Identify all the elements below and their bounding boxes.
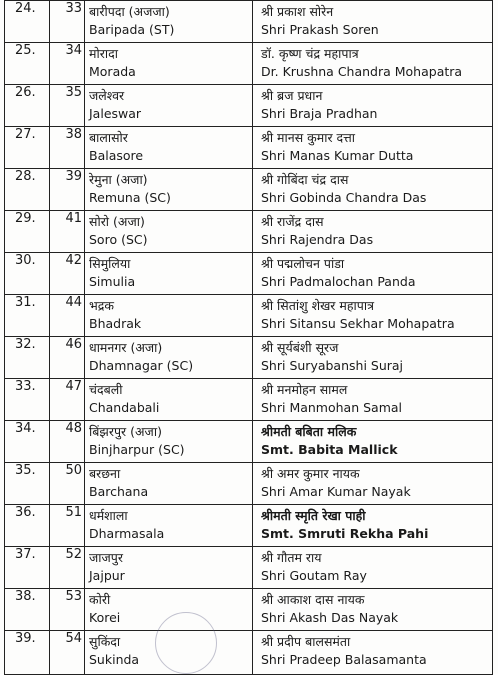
serial-number: 28. — [15, 169, 36, 184]
candidate-name-hindi: श्री ब्रज प्रधान — [261, 88, 323, 103]
serial-number-cell — [5, 211, 50, 253]
constituency-hindi: जलेश्वर — [89, 88, 125, 103]
ac-number-cell — [50, 421, 85, 463]
candidate-name-english: Shri Braja Pradhan — [261, 106, 378, 121]
table-row — [5, 127, 493, 169]
ac-number-cell — [50, 85, 85, 127]
ac-number: 35 — [65, 85, 82, 100]
ac-number-cell — [50, 43, 85, 85]
candidate-name-hindi: श्री राजेंद्र दास — [261, 214, 324, 229]
ac-number-cell — [50, 379, 85, 421]
serial-number: 34. — [15, 421, 36, 436]
candidate-name-cell — [253, 85, 493, 127]
ac-number-cell — [50, 127, 85, 169]
ac-number: 39 — [65, 169, 82, 184]
constituency-english: Jajpur — [89, 568, 125, 583]
candidate-name-cell — [253, 379, 493, 421]
constituency-english: Dharmasala — [89, 526, 165, 541]
constituency-hindi: जाजपुर — [89, 550, 124, 565]
ac-number-cell — [50, 211, 85, 253]
constituency-cell — [85, 43, 253, 85]
serial-number: 26. — [15, 85, 36, 100]
constituency-english: Dhamnagar (SC) — [89, 358, 194, 373]
candidate-name-hindi: श्री मनमोहन सामल — [261, 382, 348, 397]
constituency-cell — [85, 1, 253, 43]
ac-number: 38 — [65, 127, 82, 142]
table-row — [5, 505, 493, 547]
serial-number-cell — [5, 505, 50, 547]
table-row — [5, 589, 493, 631]
table-row — [5, 337, 493, 379]
candidate-name-cell — [253, 463, 493, 505]
serial-number-cell — [5, 1, 50, 43]
constituency-cell — [85, 379, 253, 421]
ac-number: 46 — [65, 337, 82, 352]
candidate-name-hindi: श्री अमर कुमार नायक — [261, 466, 360, 481]
candidate-name-cell — [253, 337, 493, 379]
constituency-english: Soro (SC) — [89, 232, 148, 247]
candidate-name-english: Shri Padmalochan Panda — [261, 274, 416, 289]
ac-number: 52 — [65, 547, 82, 562]
candidate-name-cell — [253, 1, 493, 43]
constituency-hindi: सिमुलिया — [89, 256, 131, 271]
ac-number: 50 — [65, 463, 82, 478]
constituency-english: Chandabali — [89, 400, 160, 415]
candidate-name-hindi: श्री पद्मलोचन पांडा — [261, 256, 345, 271]
table-row — [5, 169, 493, 211]
constituency-cell — [85, 169, 253, 211]
ac-number: 34 — [65, 43, 82, 58]
constituency-english: Baripada (ST) — [89, 22, 175, 37]
constituency-english: Simulia — [89, 274, 136, 289]
table-row — [5, 631, 493, 675]
candidate-name-cell — [253, 253, 493, 295]
candidate-name-cell — [253, 295, 493, 337]
candidate-name-english: Shri Pradeep Balasamanta — [261, 652, 427, 667]
candidate-table — [4, 0, 493, 675]
candidate-name-cell — [253, 211, 493, 253]
serial-number-cell — [5, 43, 50, 85]
constituency-cell — [85, 463, 253, 505]
candidate-name-hindi: श्री सितांशु शेखर महापात्र — [261, 298, 374, 313]
constituency-cell — [85, 589, 253, 631]
serial-number: 38. — [15, 589, 36, 604]
candidate-name-cell — [253, 421, 493, 463]
candidate-name-hindi: श्रीमती स्मृति रेखा पाही — [261, 508, 366, 523]
table-row — [5, 43, 493, 85]
table-row — [5, 547, 493, 589]
ac-number: 44 — [65, 295, 82, 310]
ac-number: 33 — [65, 1, 82, 16]
constituency-hindi: रेमुना (अजा) — [89, 172, 148, 187]
table-row — [5, 379, 493, 421]
serial-number: 36. — [15, 505, 36, 520]
candidate-name-hindi: श्री गौतम राय — [261, 550, 322, 565]
constituency-hindi: सोरो (अजा) — [89, 214, 145, 229]
ac-number-cell — [50, 253, 85, 295]
constituency-english: Sukinda — [89, 652, 140, 667]
constituency-cell — [85, 127, 253, 169]
constituency-hindi: बिंझरपुर (अजा) — [89, 424, 162, 439]
constituency-hindi: मोरादा — [89, 46, 118, 61]
constituency-cell — [85, 85, 253, 127]
candidate-name-hindi: श्री प्रदीप बालसमंता — [261, 634, 351, 649]
ac-number: 42 — [65, 253, 82, 268]
serial-number-cell — [5, 463, 50, 505]
serial-number: 30. — [15, 253, 36, 268]
candidate-name-hindi: श्री मानस कुमार दत्ता — [261, 130, 356, 145]
serial-number-cell — [5, 295, 50, 337]
serial-number: 35. — [15, 463, 36, 478]
candidate-name-cell — [253, 505, 493, 547]
constituency-hindi: कोरी — [89, 592, 111, 607]
serial-number: 33. — [15, 379, 36, 394]
ac-number-cell — [50, 295, 85, 337]
serial-number-cell — [5, 547, 50, 589]
candidate-name-hindi: डॉ. कृष्ण चंद्र महापात्र — [261, 46, 359, 61]
serial-number-cell — [5, 127, 50, 169]
constituency-hindi: बरछना — [89, 466, 121, 481]
serial-number-cell — [5, 589, 50, 631]
serial-number-cell — [5, 253, 50, 295]
serial-number-cell — [5, 421, 50, 463]
candidate-name-english: Shri Akash Das Nayak — [261, 610, 399, 625]
serial-number-cell — [5, 379, 50, 421]
ac-number-cell — [50, 169, 85, 211]
ac-number-cell — [50, 589, 85, 631]
serial-number: 32. — [15, 337, 36, 352]
serial-number: 39. — [15, 631, 36, 646]
candidate-name-cell — [253, 169, 493, 211]
constituency-cell — [85, 505, 253, 547]
candidate-name-cell — [253, 631, 493, 675]
constituency-english: Balasore — [89, 148, 144, 163]
candidate-name-english: Shri Gobinda Chandra Das — [261, 190, 427, 205]
constituency-cell — [85, 547, 253, 589]
table-row — [5, 85, 493, 127]
table-row — [5, 1, 493, 43]
serial-number: 31. — [15, 295, 36, 310]
constituency-hindi: भद्रक — [89, 298, 115, 313]
serial-number-cell — [5, 337, 50, 379]
candidate-name-hindi: श्री गोबिंदा चंद्र दास — [261, 172, 349, 187]
constituency-cell — [85, 295, 253, 337]
ac-number-cell — [50, 631, 85, 675]
constituency-english: Remuna (SC) — [89, 190, 171, 205]
serial-number-cell — [5, 169, 50, 211]
constituency-english: Binjharpur (SC) — [89, 442, 185, 457]
candidate-name-cell — [253, 43, 493, 85]
candidate-name-english: Shri Sitansu Sekhar Mohapatra — [261, 316, 455, 331]
candidate-name-cell — [253, 589, 493, 631]
ac-number-cell — [50, 337, 85, 379]
candidate-table-body — [5, 1, 493, 675]
constituency-hindi: धामनगर (अजा) — [89, 340, 163, 355]
constituency-english: Morada — [89, 64, 136, 79]
candidate-name-english: Shri Amar Kumar Nayak — [261, 484, 411, 499]
candidate-name-english: Shri Suryabanshi Suraj — [261, 358, 404, 373]
ac-number: 41 — [65, 211, 82, 226]
candidate-name-hindi: श्री आकाश दास नायक — [261, 592, 365, 607]
ac-number-cell — [50, 547, 85, 589]
constituency-hindi: बालासोर — [89, 130, 128, 145]
candidate-name-english: Shri Prakash Soren — [261, 22, 379, 37]
candidate-name-english: Smt. Babita Mallick — [261, 442, 398, 457]
ac-number: 48 — [65, 421, 82, 436]
serial-number: 25. — [15, 43, 36, 58]
constituency-hindi: धर्मशाला — [89, 508, 128, 523]
constituency-cell — [85, 253, 253, 295]
constituency-cell — [85, 337, 253, 379]
constituency-hindi: सुकिंदा — [89, 634, 121, 649]
ac-number: 53 — [65, 589, 82, 604]
table-row — [5, 211, 493, 253]
constituency-cell — [85, 631, 253, 675]
candidate-name-english: Dr. Krushna Chandra Mohapatra — [261, 64, 463, 79]
constituency-english: Korei — [89, 610, 121, 625]
candidate-name-cell — [253, 547, 493, 589]
ac-number: 54 — [65, 631, 82, 646]
ac-number: 47 — [65, 379, 82, 394]
serial-number: 24. — [15, 1, 36, 16]
candidate-name-hindi: श्रीमती बबिता मलिक — [261, 424, 357, 439]
constituency-english: Barchana — [89, 484, 149, 499]
constituency-cell — [85, 211, 253, 253]
constituency-english: Jaleswar — [89, 106, 142, 121]
candidate-name-english: Shri Manas Kumar Dutta — [261, 148, 414, 163]
constituency-cell — [85, 421, 253, 463]
candidate-name-hindi: श्री सूर्यबंशी सूरज — [261, 340, 339, 355]
candidate-name-cell — [253, 127, 493, 169]
candidate-name-english: Shri Goutam Ray — [261, 568, 367, 583]
table-row — [5, 295, 493, 337]
constituency-hindi: बारीपदा (अजजा) — [89, 4, 170, 19]
table-row — [5, 421, 493, 463]
candidate-name-english: Shri Rajendra Das — [261, 232, 374, 247]
serial-number: 37. — [15, 547, 36, 562]
serial-number-cell — [5, 631, 50, 675]
candidate-name-english: Smt. Smruti Rekha Pahi — [261, 526, 429, 541]
constituency-hindi: चंदबली — [89, 382, 123, 397]
ac-number: 51 — [65, 505, 82, 520]
serial-number: 29. — [15, 211, 36, 226]
ac-number-cell — [50, 463, 85, 505]
candidate-name-hindi: श्री प्रकाश सोरेन — [261, 4, 334, 19]
ac-number-cell — [50, 505, 85, 547]
candidate-name-english: Shri Manmohan Samal — [261, 400, 403, 415]
serial-number: 27. — [15, 127, 36, 142]
serial-number-cell — [5, 85, 50, 127]
constituency-english: Bhadrak — [89, 316, 142, 331]
table-row — [5, 463, 493, 505]
table-row — [5, 253, 493, 295]
ac-number-cell — [50, 1, 85, 43]
